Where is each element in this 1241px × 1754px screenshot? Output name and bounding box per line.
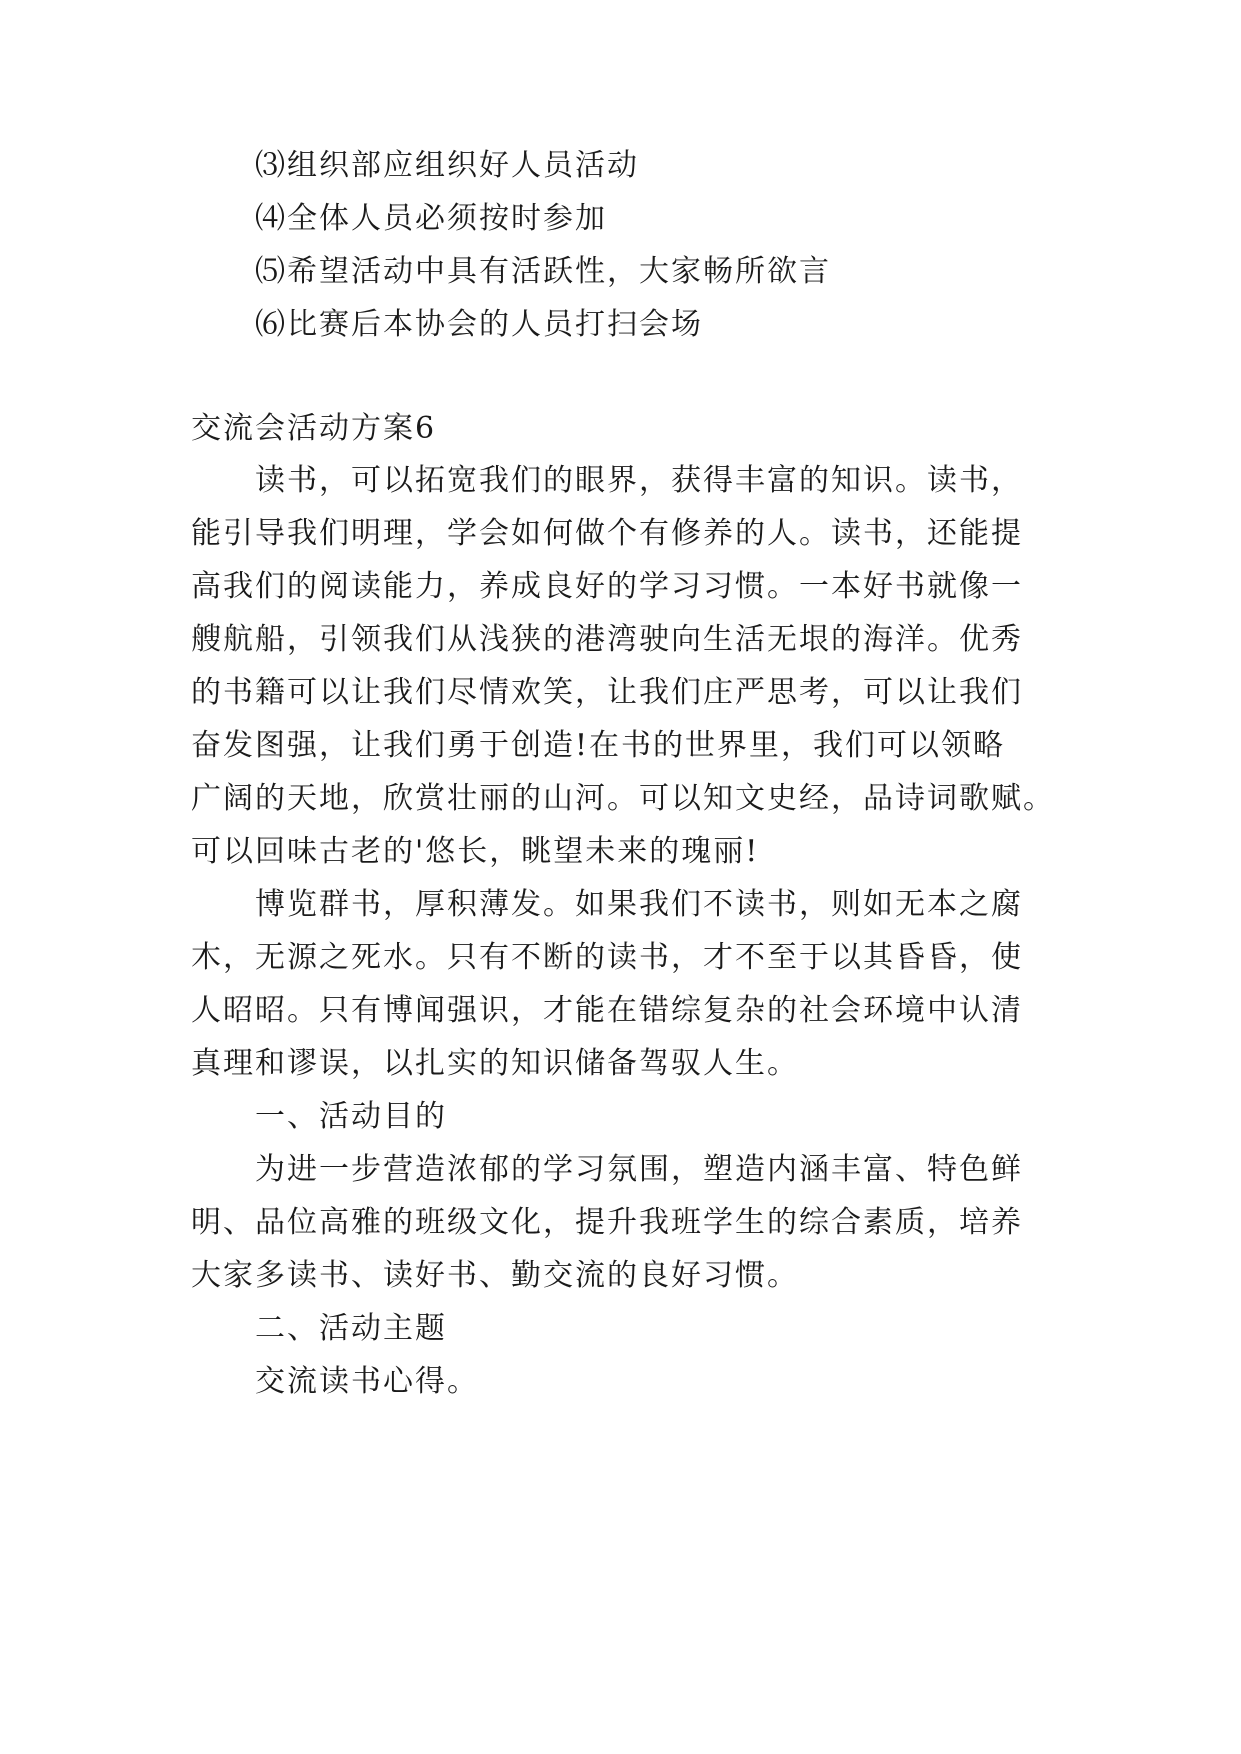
paragraph-line: 的书籍可以让我们尽情欢笑，让我们庄严思考，可以让我们: [191, 675, 1023, 710]
section-heading: 一、活动目的: [255, 1099, 447, 1134]
paragraph-line: 能引导我们明理，学会如何做个有修养的人。读书，还能提: [191, 516, 1023, 551]
list-item: ⑷全体人员必须按时参加: [255, 201, 607, 236]
paragraph-line: 高我们的阅读能力，养成良好的学习习惯。一本好书就像一: [191, 569, 1023, 604]
paragraph-line: 读书，可以拓宽我们的眼界，获得丰富的知识。读书，: [255, 463, 1023, 498]
paragraph-line: 木，无源之死水。只有不断的读书，才不至于以其昏昏，使: [191, 940, 1023, 975]
paragraph-line: 为进一步营造浓郁的学习氛围，塑造内涵丰富、特色鲜: [255, 1152, 1023, 1187]
paragraph-line: 大家多读书、读好书、勤交流的良好习惯。: [191, 1258, 799, 1293]
list-item: ⑶组织部应组织好人员活动: [255, 148, 639, 183]
paragraph-line: 奋发图强，让我们勇于创造!在书的世界里，我们可以领略: [191, 728, 1006, 763]
section-heading: 二、活动主题: [255, 1311, 447, 1346]
paragraph-line: 明、品位高雅的班级文化，提升我班学生的综合素质，培养: [191, 1205, 1023, 1240]
paragraph-line: 可以回味古老的'悠长，眺望未来的瑰丽!: [191, 834, 760, 869]
paragraph-line: 交流读书心得。: [255, 1364, 479, 1399]
paragraph-line: 博览群书，厚积薄发。如果我们不读书，则如无本之腐: [255, 887, 1023, 922]
paragraph-line: 广阔的天地，欣赏壮丽的山河。可以知文史经，品诗词歌赋。: [191, 781, 1055, 816]
paragraph-line: 人昭昭。只有博闻强识，才能在错综复杂的社会环境中认清: [191, 993, 1023, 1028]
section-title: 交流会活动方案6: [191, 411, 437, 446]
paragraph-line: 真理和谬误，以扎实的知识储备驾驭人生。: [191, 1046, 799, 1081]
paragraph-line: 艘航船，引领我们从浅狭的港湾驶向生活无垠的海洋。优秀: [191, 622, 1023, 657]
list-item: ⑸希望活动中具有活跃性，大家畅所欲言: [255, 254, 831, 289]
list-item: ⑹比赛后本协会的人员打扫会场: [255, 307, 703, 342]
